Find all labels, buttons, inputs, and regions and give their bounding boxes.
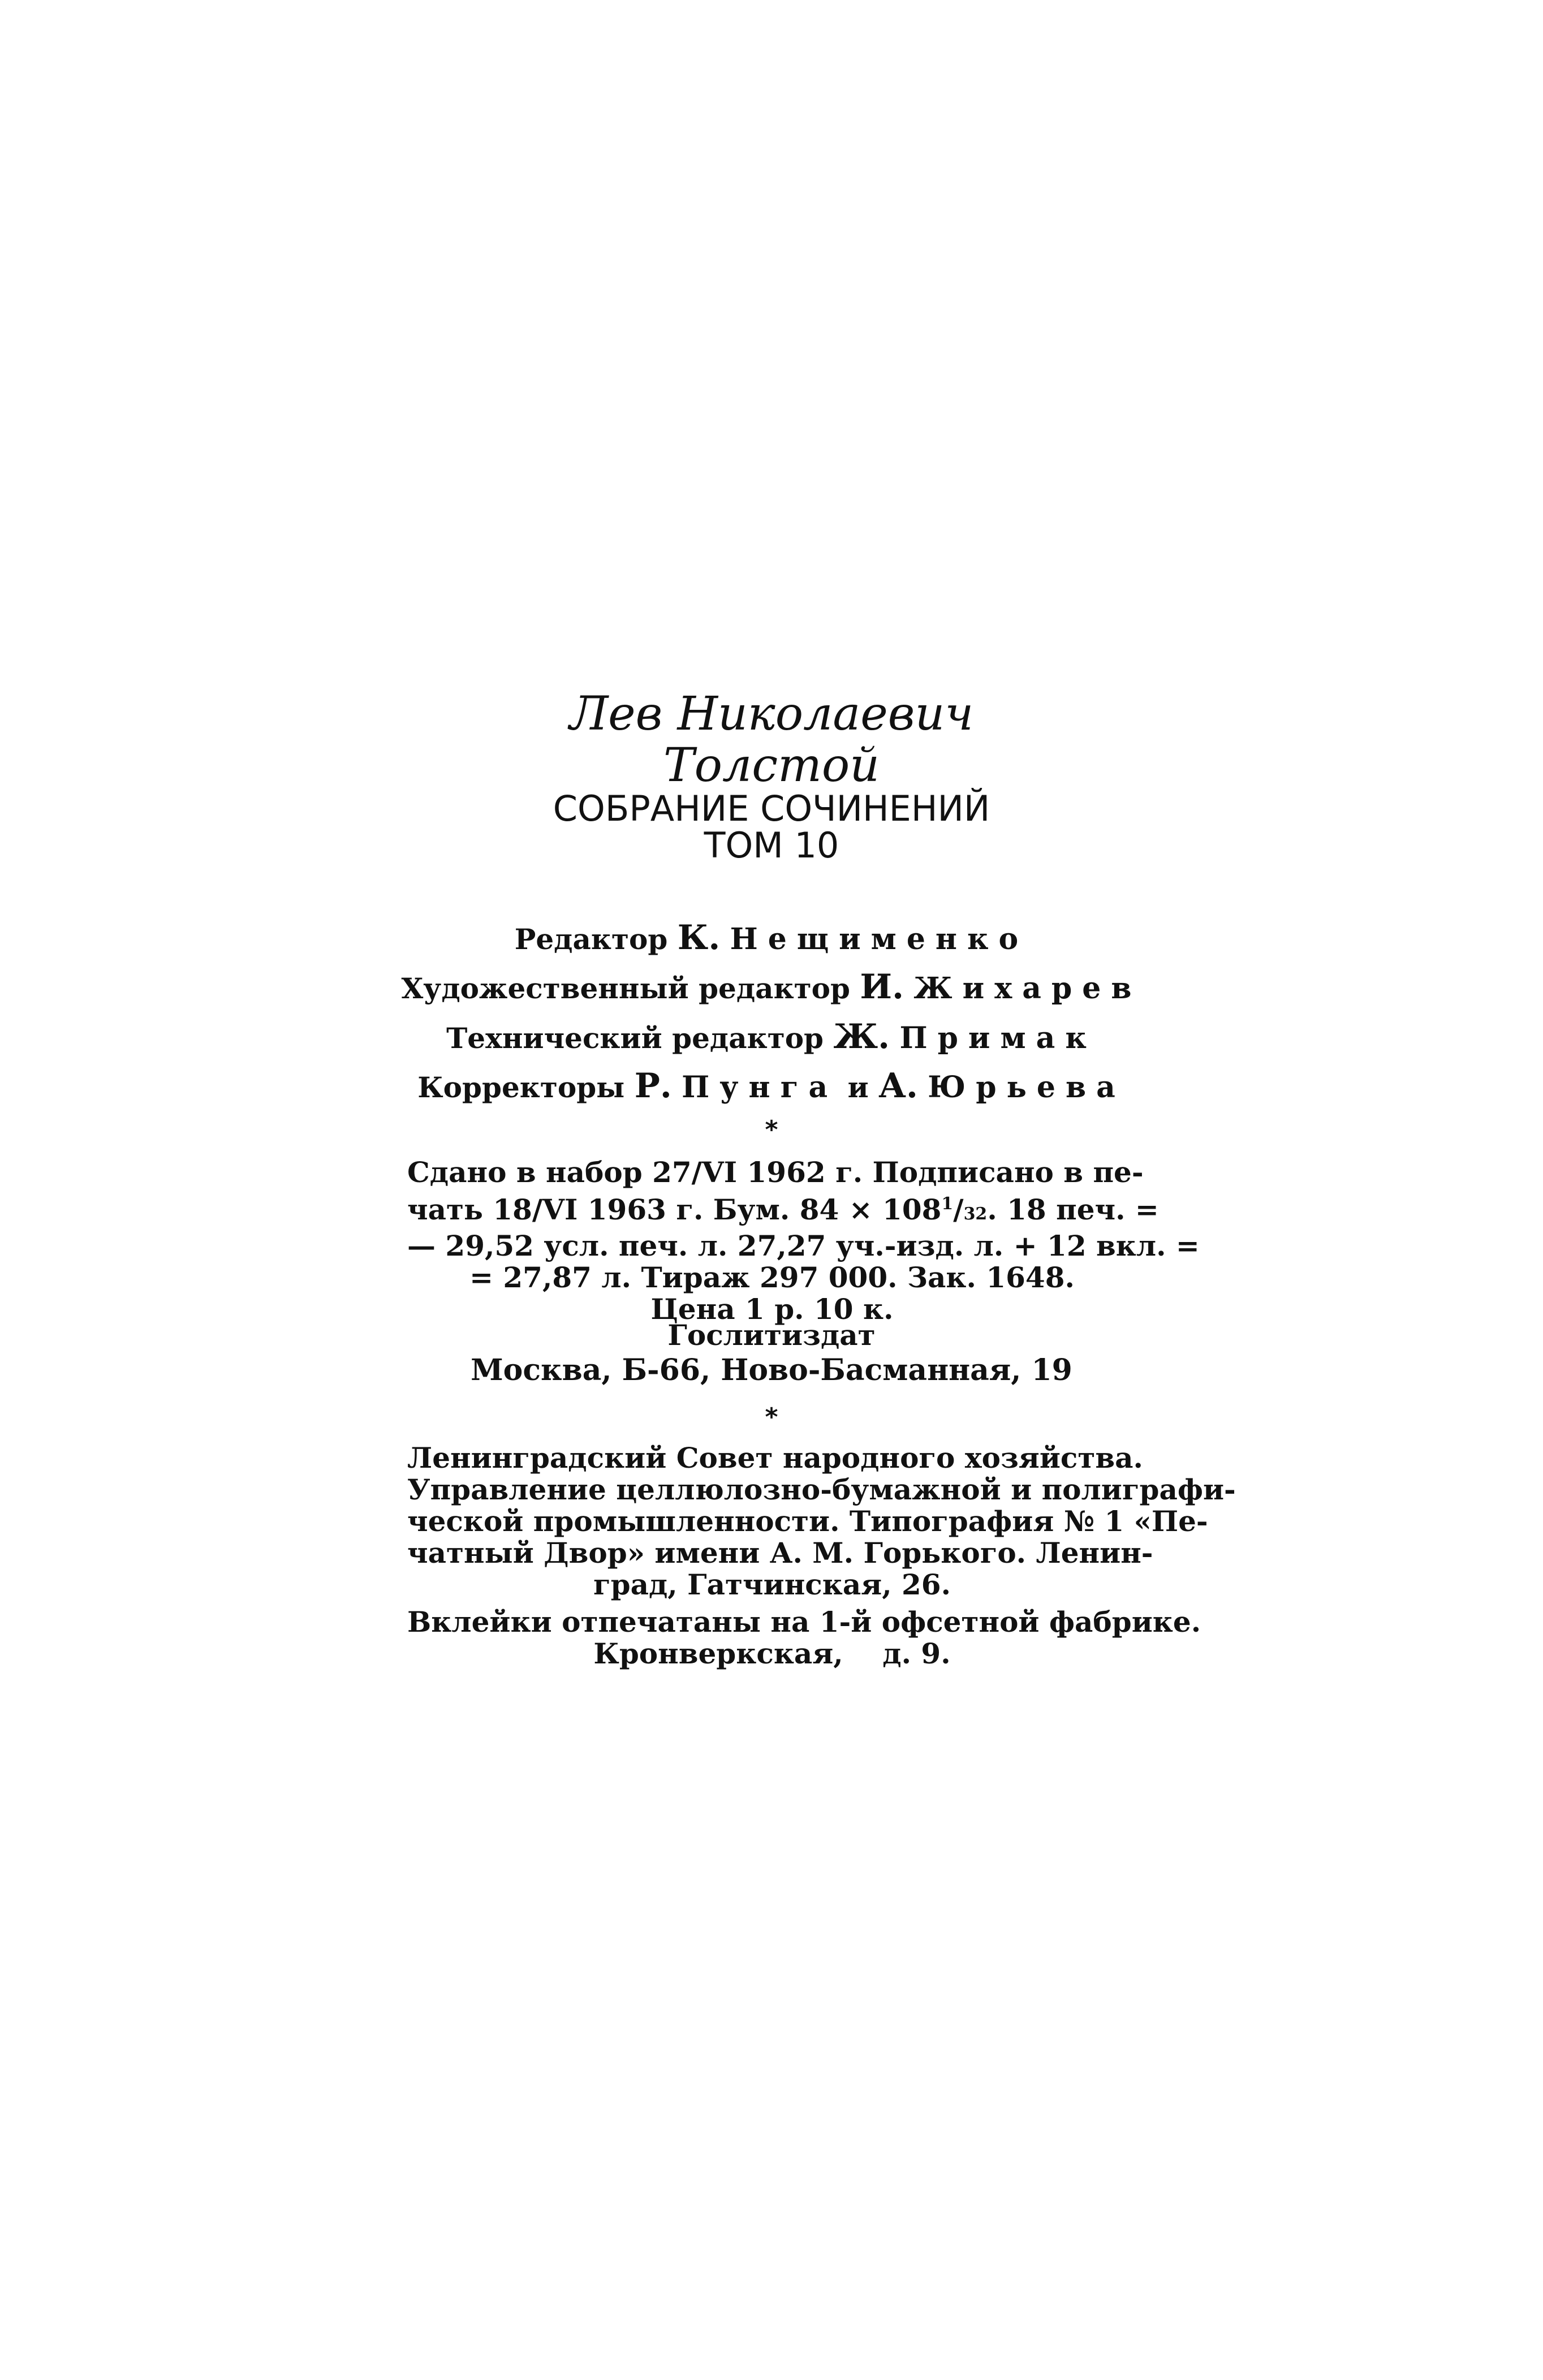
imprint-line: — 29,52 усл. печ. л. 27,27 уч.-изд. л. + 12 вкл. =	[407, 1229, 1200, 1262]
printer-line: чатный Двор» имени А. М. Горького. Ленин-	[407, 1536, 1153, 1570]
printer-line: Управление целлюлозно-бумажной и полиграфи-	[407, 1473, 1236, 1506]
imprint-line: Сдано в набор 27/VI 1962 г. Подписано в пе-	[407, 1155, 1144, 1189]
series-title: СОБРАНИЕ СОЧИНЕНИЙ	[553, 788, 990, 829]
paper-format-denominator: 32	[963, 1204, 988, 1224]
author-first-names: Лев Николаевич	[569, 687, 974, 741]
inserts-line: Кронверкская, д. 9.	[593, 1637, 951, 1670]
printer-details	[407, 1441, 1236, 1601]
price-line: Цена 1 р. 10 к.	[650, 1292, 894, 1326]
imprint-line-tail: . 18 печ. =	[987, 1193, 1159, 1226]
separator-star: *	[765, 1403, 778, 1432]
credit-tech-editor	[0, 1014, 1543, 1061]
credit-surname: Жихарев	[913, 971, 1142, 1006]
credit-surname: Примак	[899, 1021, 1097, 1055]
credit-role: Редактор	[514, 922, 668, 956]
inserts-details	[407, 1605, 1201, 1670]
printer-line: ческой промышленности. Типография № 1 «Пе-	[407, 1504, 1208, 1538]
printer-line: град, Гатчинская, 26.	[593, 1568, 951, 1601]
imprint-line-text: чать 18/VI 1963 г. Бум. 84 × 108	[407, 1193, 942, 1226]
imprint-details	[407, 1155, 1200, 1326]
credit-surname: Нещименко	[730, 922, 1029, 956]
volume-number: ТОМ 10	[704, 825, 839, 866]
imprint-line: = 27,87 л. Тираж 297 000. Зак. 1648.	[469, 1261, 1075, 1294]
credit-art-editor	[0, 964, 1543, 1011]
credit-role: Корректоры	[417, 1071, 625, 1104]
inserts-line: Вклейки отпечатаны на 1-й офсетной фабрике.	[407, 1605, 1201, 1639]
printer-line: Ленинградский Совет народного хозяйства.	[407, 1441, 1143, 1474]
publisher-name: Гослитиздат	[667, 1318, 876, 1352]
credit-conjunction: и	[847, 1071, 869, 1104]
credit-proofreaders	[0, 1063, 1543, 1110]
credit-role: Технический редактор	[446, 1021, 824, 1055]
credit-initial: К.	[677, 918, 721, 958]
paper-format-numerator: 1	[941, 1194, 954, 1214]
credit-surname-2: Юрьева	[928, 1070, 1126, 1105]
credit-editor	[0, 915, 1543, 962]
imprint-line: чать 18/VI 1963 г. Бум. $84 \times 108^1/32$. 18 печ. =	[407, 1193, 1159, 1226]
separator-star: *	[765, 1115, 778, 1144]
credit-surname: Пунга	[682, 1070, 838, 1105]
credit-initial: Ж.	[833, 1017, 890, 1057]
credit-role: Художественный редактор	[401, 972, 850, 1005]
publisher-address: Москва, Б-66, Ново-Басманная, 19	[471, 1353, 1072, 1387]
credit-initial: Р.	[634, 1066, 672, 1106]
credit-initial-2: А.	[878, 1066, 918, 1106]
credit-initial: И.	[860, 967, 904, 1007]
author-last-name: Толстой	[663, 739, 880, 792]
